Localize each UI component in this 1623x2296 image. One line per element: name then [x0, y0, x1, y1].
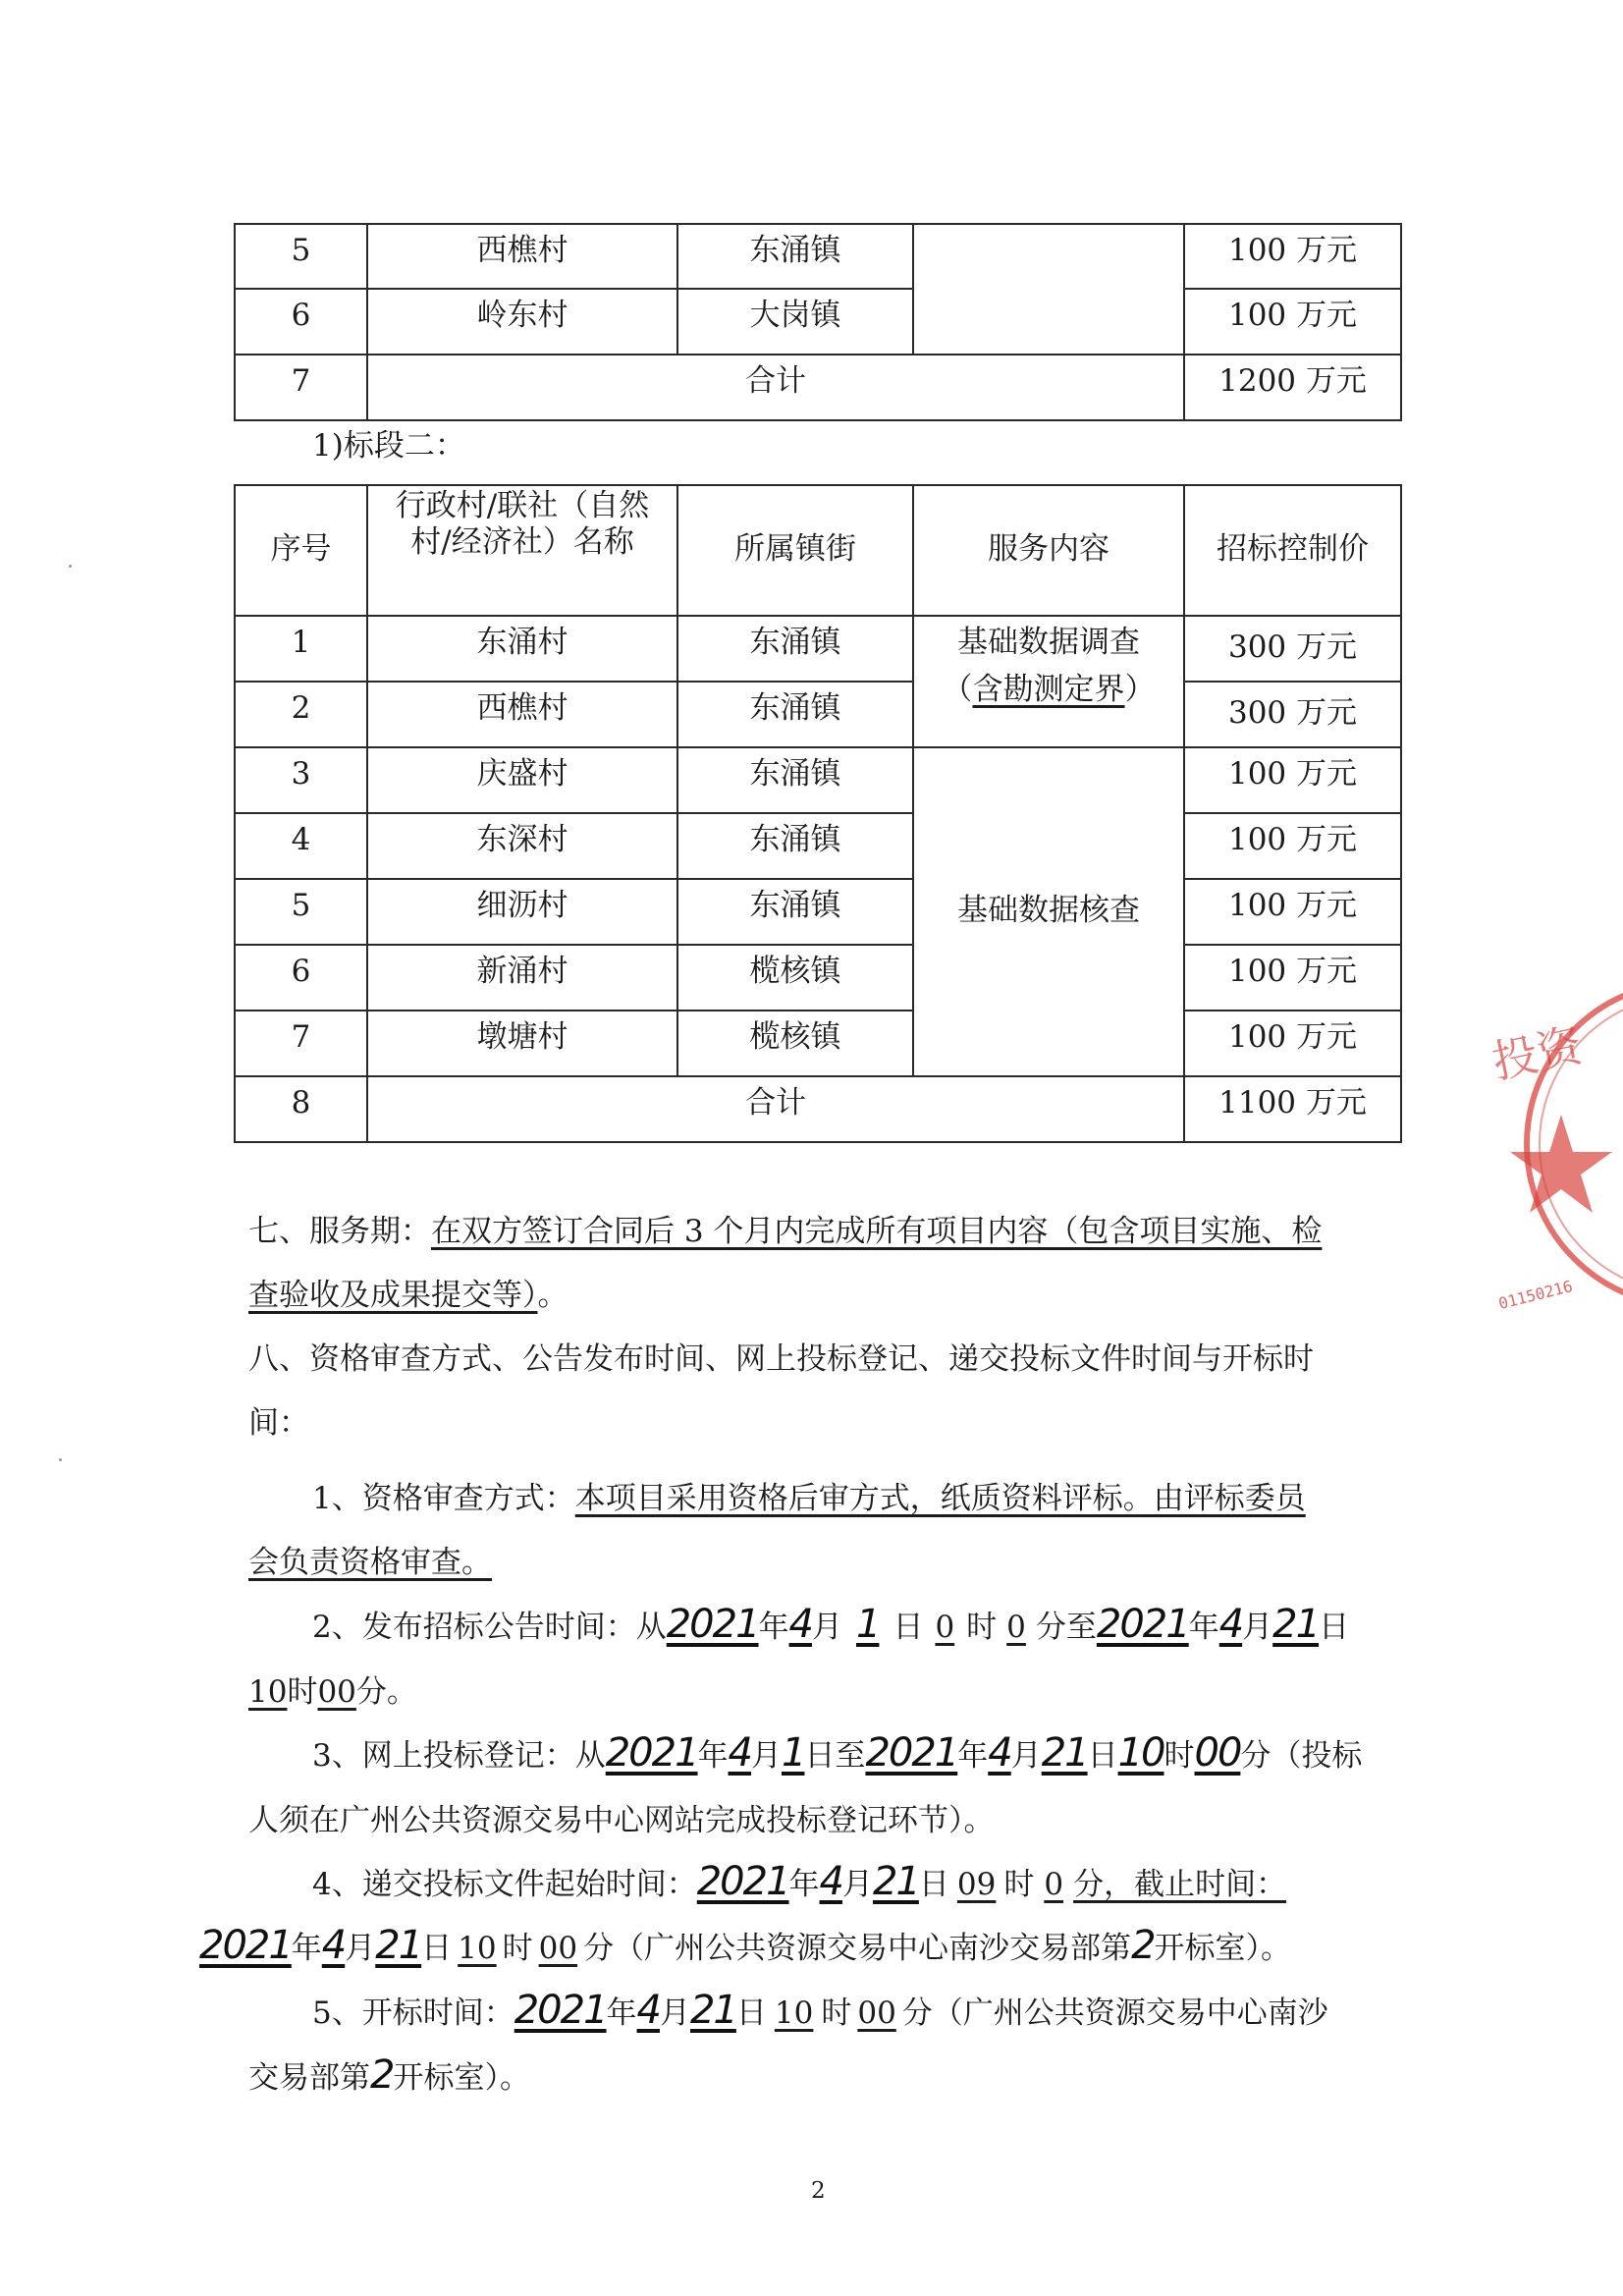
row-number: 3	[235, 747, 367, 813]
handwritten-month: 4	[321, 1923, 346, 1968]
handwritten-year: 2021	[605, 1730, 698, 1776]
unit-minute-end: 分。	[355, 1674, 417, 1710]
table-row	[235, 879, 1401, 945]
service-verification: 基础数据核查	[913, 747, 1184, 1076]
item-five-line2	[248, 2052, 530, 2098]
total-price: 1200 万元	[1184, 355, 1401, 420]
table-row	[235, 289, 1401, 355]
header-number: 序号	[235, 485, 367, 616]
handwritten-day: 21	[689, 1988, 736, 2033]
table-row	[235, 813, 1401, 879]
village-name: 岭东村	[367, 289, 677, 355]
village-name: 西樵村	[367, 682, 677, 747]
table-header-row	[235, 485, 1401, 616]
location-text: 分（广州公共资源交易中心南沙	[901, 1995, 1328, 2031]
unit-month: 月	[1242, 1610, 1273, 1645]
row-number: 5	[235, 879, 367, 945]
village-name: 东深村	[367, 813, 677, 879]
location-text: 分（广州公共资源交易中心南沙交易部第	[583, 1931, 1132, 1966]
review-method-text: 本项目采用资格后审方式，纸质资料评标。由评标委员	[574, 1481, 1306, 1516]
town-name: 东涌镇	[677, 813, 913, 879]
unit-month: 月	[659, 1995, 690, 2031]
unit-minute-deadline: 分，截止时间：	[1073, 1867, 1287, 1902]
town-name: 东涌镇	[677, 224, 913, 289]
town-name: 东涌镇	[677, 879, 913, 945]
location-end: 开标室）。	[1154, 1931, 1292, 1966]
scan-speck	[69, 565, 72, 568]
lot-one-table-continuation	[234, 223, 1402, 421]
item-five-line1	[312, 1988, 1328, 2033]
table-row	[235, 682, 1401, 747]
unit-day: 日	[918, 1867, 949, 1902]
table-total-row	[235, 355, 1401, 420]
unit-year: 年	[758, 1610, 789, 1645]
start-hour: 09	[956, 1867, 997, 1902]
start-minute: 0	[1044, 1867, 1064, 1902]
handwritten-year: 2021	[865, 1730, 958, 1776]
section-seven-label: 七、服务期：	[248, 1214, 431, 1249]
village-name: 新涌村	[367, 945, 677, 1011]
control-price: 100 万元	[1184, 879, 1401, 945]
location-end: 开标室）。	[393, 2060, 530, 2096]
unit-hour: 时	[1163, 1738, 1195, 1774]
item-four-lead: 4、递交投标文件起始时间：	[312, 1867, 697, 1902]
town-name: 东涌镇	[677, 616, 913, 682]
town-name: 榄核镇	[677, 1011, 913, 1076]
item-five-lead: 5、开标时间：	[312, 1995, 514, 2031]
service-content-cell	[913, 224, 1184, 355]
unit-hour: 时	[502, 1931, 533, 1966]
section-eight-line2: 间：	[248, 1405, 309, 1441]
section-two-caption: 1)标段二：	[312, 428, 465, 464]
unit-month: 月	[1010, 1738, 1042, 1774]
item-three-line1	[312, 1730, 1362, 1776]
village-name: 细沥村	[367, 879, 677, 945]
handwritten-year: 2021	[696, 1859, 789, 1904]
town-name: 榄核镇	[677, 945, 913, 1011]
item-one-line1	[312, 1473, 1306, 1517]
town-name: 东涌镇	[677, 747, 913, 813]
control-price: 100 万元	[1184, 1011, 1401, 1076]
location-text-cont: 交易部第	[248, 2060, 370, 2096]
item-one-line2	[248, 1537, 492, 1581]
seal-text: 投资	[1488, 1017, 1588, 1089]
item-two-lead: 2、发布招标公告时间：从	[312, 1610, 667, 1645]
row-number: 6	[235, 289, 367, 355]
handwritten-day: 21	[1272, 1602, 1320, 1647]
village-name: 东涌村	[367, 616, 677, 682]
unit-day: 日	[1319, 1610, 1350, 1645]
period-end: 。	[537, 1278, 568, 1313]
unit-month: 月	[841, 1867, 873, 1902]
header-village-line2: 村/经济社）名称	[410, 524, 634, 561]
control-price: 100 万元	[1184, 747, 1401, 813]
handwritten-month: 4	[636, 1988, 660, 2033]
handwritten-day: 21	[1041, 1730, 1088, 1776]
service-survey	[913, 616, 1184, 747]
item-four-line1	[312, 1859, 1286, 1904]
red-seal-stamp	[1473, 977, 1623, 1316]
unit-month: 月	[345, 1931, 376, 1966]
row-number: 6	[235, 945, 367, 1011]
section-eight-line1: 八、资格审查方式、公告发布时间、网上投标登记、递交投标文件时间与开标时	[248, 1341, 1314, 1377]
service-survey-underlined: 含勘测定界	[972, 672, 1125, 708]
unit-year: 年	[606, 1995, 637, 2031]
section-seven-line2	[248, 1270, 568, 1314]
unit-year: 年	[697, 1738, 729, 1774]
handwritten-month: 4	[819, 1859, 842, 1904]
town-name: 大岗镇	[677, 289, 913, 355]
row-number: 5	[235, 224, 367, 289]
end-minute: 00	[538, 1931, 578, 1966]
unit-minute-to: 分至	[1035, 1610, 1097, 1645]
handwritten-year: 2021	[666, 1602, 759, 1647]
row-number: 2	[235, 682, 367, 747]
table-row	[235, 616, 1401, 682]
control-price: 100 万元	[1184, 224, 1401, 289]
seal-serial: 01150216	[1496, 1276, 1575, 1314]
service-period-text-cont: 查验收及成果提交等）	[248, 1278, 538, 1313]
unit-month: 月	[811, 1610, 842, 1645]
open-minute: 00	[857, 1995, 896, 2031]
unit-hour: 时	[966, 1610, 998, 1645]
section-seven-line1	[248, 1206, 1322, 1250]
table-total-row	[235, 1076, 1401, 1142]
town-name: 东涌镇	[677, 682, 913, 747]
village-name: 墩塘村	[367, 1011, 677, 1076]
page-number: 2	[811, 2178, 826, 2204]
unit-day: 日	[1087, 1738, 1118, 1774]
review-method-text-cont: 会负责资格审查。	[248, 1545, 492, 1580]
handwritten-day: 21	[872, 1859, 919, 1904]
handwritten-day: 1	[781, 1730, 805, 1776]
header-price: 招标控制价	[1184, 485, 1401, 616]
end-minute: 00	[317, 1674, 356, 1710]
item-three-lead: 3、网上投标登记：从	[312, 1738, 606, 1774]
end-hour: 10	[248, 1674, 288, 1710]
village-name: 西樵村	[367, 224, 677, 289]
end-hour: 10	[458, 1931, 497, 1966]
unit-hour: 时	[821, 1995, 852, 2031]
handwritten-month: 4	[988, 1730, 1011, 1776]
handwritten-year: 2021	[199, 1923, 292, 1968]
row-number: 7	[235, 1011, 367, 1076]
handwritten-month: 4	[728, 1730, 751, 1776]
total-label: 合计	[367, 1076, 1184, 1142]
unit-year: 年	[1188, 1610, 1219, 1645]
control-price: 100 万元	[1184, 813, 1401, 879]
handwritten-minute: 00	[1194, 1730, 1241, 1776]
item-one-label: 1、资格审查方式：	[312, 1481, 575, 1516]
unit-hour: 时	[1003, 1867, 1035, 1902]
total-price: 1100 万元	[1184, 1076, 1401, 1142]
paren-close: ）	[1124, 672, 1156, 708]
village-name: 庆盛村	[367, 747, 677, 813]
unit-month: 月	[750, 1738, 782, 1774]
unit-day-to: 日至	[804, 1738, 866, 1774]
item-four-line2	[199, 1923, 1291, 1968]
unit-day: 日	[421, 1931, 453, 1966]
handwritten-month: 4	[1218, 1602, 1243, 1647]
control-price: 100 万元	[1184, 289, 1401, 355]
handwritten-year: 2021	[514, 1988, 607, 2033]
row-number: 4	[235, 813, 367, 879]
header-service: 服务内容	[913, 485, 1184, 616]
handwritten-year: 2021	[1096, 1602, 1189, 1647]
open-hour: 10	[774, 1995, 814, 2031]
control-price: 300 万元	[1184, 616, 1401, 682]
row-number: 8	[235, 1076, 367, 1142]
table-row	[235, 1011, 1401, 1076]
handwritten-day: 21	[375, 1923, 422, 1968]
unit-day: 日	[893, 1610, 924, 1645]
unit-year: 年	[291, 1931, 322, 1966]
table-row	[235, 224, 1401, 289]
handwritten-room: 2	[370, 2052, 394, 2098]
service-period-text: 在双方签订合同后 3 个月内完成所有项目内容（包含项目实施、检	[431, 1214, 1323, 1249]
handwritten-room: 2	[1131, 1923, 1155, 1968]
lot-two-table	[234, 484, 1402, 1143]
table-row	[235, 747, 1401, 813]
service-survey-line2	[915, 666, 1182, 713]
control-price: 300 万元	[1184, 682, 1401, 747]
item-two-line1	[312, 1602, 1349, 1647]
unit-year: 年	[788, 1867, 820, 1902]
row-number: 1	[235, 616, 367, 682]
unit-day: 日	[735, 1995, 767, 2031]
unit-year: 年	[957, 1738, 989, 1774]
unit-hour: 时	[287, 1674, 318, 1710]
header-village-line1: 行政村/联社（自然	[395, 488, 650, 523]
start-minute: 0	[1006, 1610, 1026, 1645]
item-three-line2: 人须在广州公共资源交易中心网站完成投标登记环节）。	[248, 1803, 995, 1838]
table-row	[235, 945, 1401, 1011]
start-hour: 0	[935, 1610, 955, 1645]
handwritten-day: 1	[855, 1602, 880, 1647]
item-two-line2	[248, 1667, 417, 1711]
total-label: 合计	[367, 355, 1184, 420]
scan-speck	[59, 1458, 62, 1461]
unit-minute-paren: 分（投标	[1240, 1738, 1363, 1774]
header-town: 所属镇街	[677, 485, 913, 616]
service-survey-line1: 基础数据调查	[957, 625, 1140, 660]
handwritten-hour: 10	[1117, 1730, 1164, 1776]
handwritten-month: 4	[788, 1602, 812, 1647]
paren-open: （	[942, 672, 973, 708]
control-price: 100 万元	[1184, 945, 1401, 1011]
header-village	[367, 485, 677, 616]
row-number: 7	[235, 355, 367, 420]
